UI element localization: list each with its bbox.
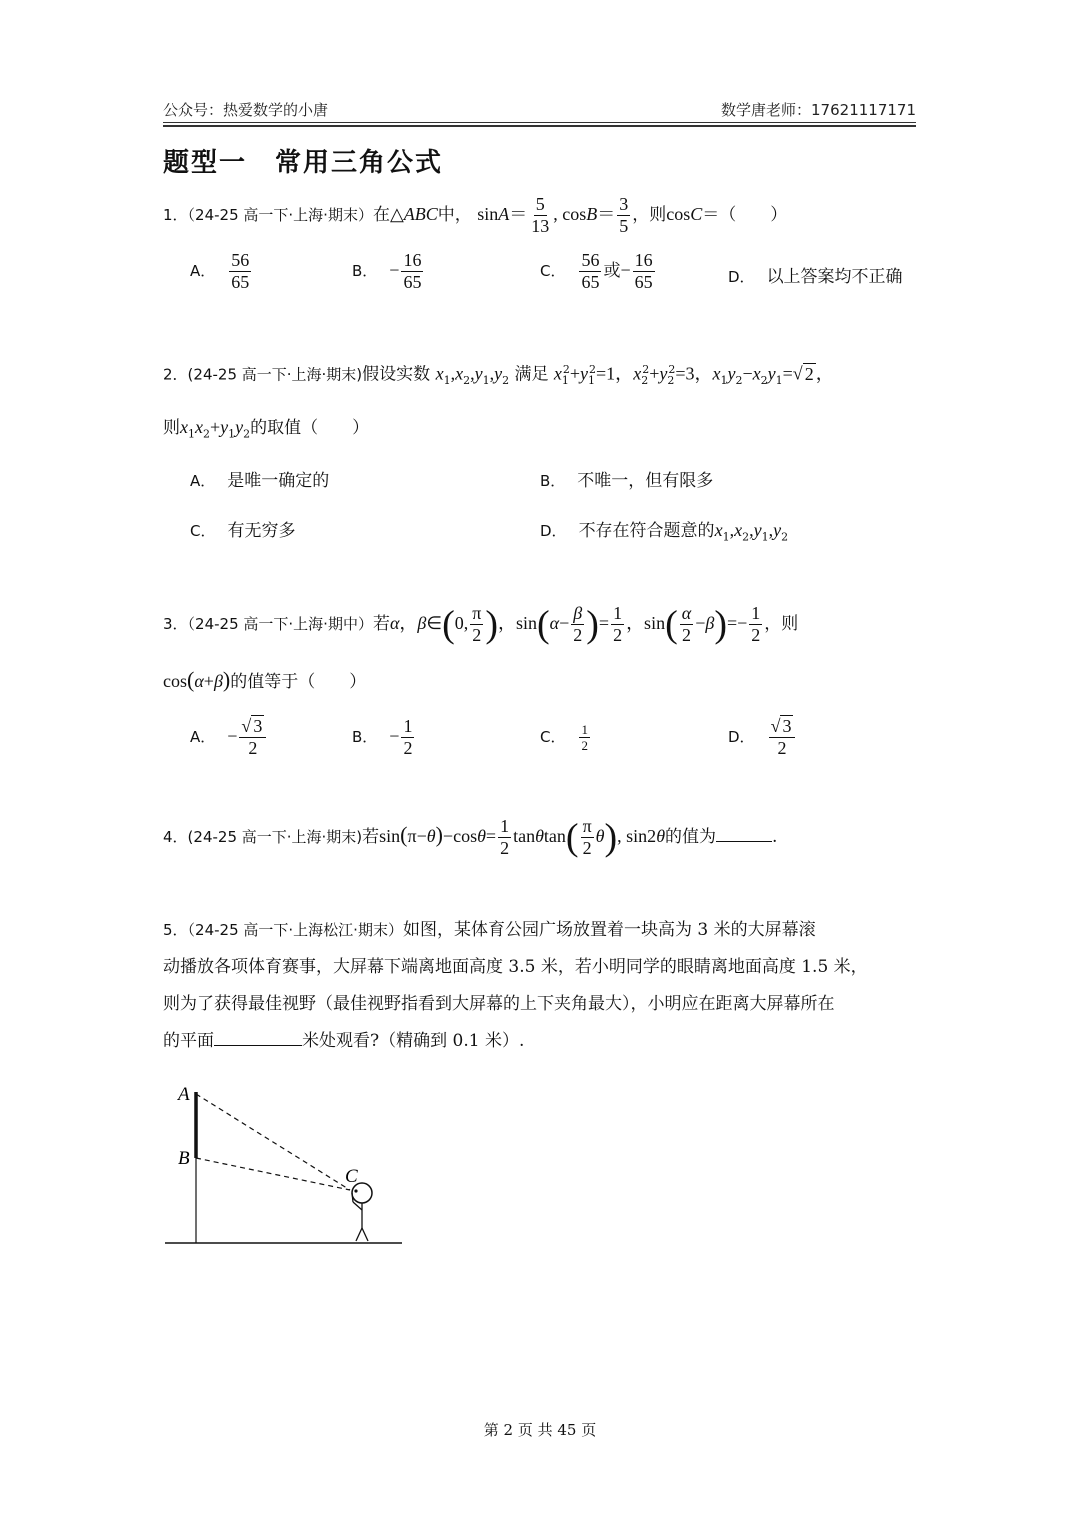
q3-option-b[interactable]: B． − $\frac{1}{2}$ (352, 716, 413, 758)
answer-blank[interactable] (214, 1027, 302, 1046)
label-a: A (178, 1084, 190, 1105)
question-2: 2．(24-25 高一下·上海·期末)假设实数 $x_1,x_2,y_1,y_2$ 满足 $x_1^2+y_1^2=1$，$x_2^2+y_2^2=3$，$x_1y_2-x_2y_1=√$ 2 ， (163, 363, 834, 388)
q2-option-b[interactable]: B． 不唯一，但有限多 (540, 471, 714, 491)
page-footer: 第 2 页 共 45 页 (483, 1421, 597, 1439)
q1-option-c[interactable]: C． $\frac{56}{65}$ 或− $\frac{16}{65}$ (540, 250, 653, 292)
q5-figure (160, 1078, 410, 1250)
q3-option-d[interactable]: D． $\frac{√ 3}{2}$ (728, 716, 797, 759)
q1-option-b[interactable]: B． − $\frac{16}{65}$ (352, 250, 422, 292)
header-right: 数学唐老师：17621117171 (721, 101, 916, 119)
header-left: 公众号：热爱数学的小唐 (163, 101, 329, 119)
section-title: 题型一 常用三角公式 (163, 148, 444, 178)
question-source: （24-25 高一下·上海·期末） (187, 206, 373, 224)
question-number: 1． (163, 206, 188, 224)
label-c: C (345, 1166, 358, 1187)
header-rule-thick (163, 125, 916, 127)
question-5: 5．（24-25 高一下·上海松江·期末）如图，某体育公园广场放置着一块高为 3 米的大屏幕滚 动播放各项体育赛事，大屏幕下端离地面高度 3.5 米，若小明同学的眼睛离地面高度 1.5 米， 则为了获得最佳视野（最佳视野指看到大屏幕的上下夹角最大），小明应在距离大屏幕所在 的平面 米处观看?（精确到 0.1 米）. (163, 920, 868, 1051)
q3-option-a[interactable]: A． − $\frac{√ 3}{2}$ (190, 716, 268, 759)
q3-option-c[interactable]: C． $\frac{1}{2}$ (540, 722, 588, 753)
label-b: B (178, 1148, 190, 1169)
q1-option-a[interactable]: A． $\frac{56}{65}$ (190, 250, 250, 292)
q2-option-d[interactable]: D． 不存在符合题意的$x_1,x_2,y_1,y_2$ (540, 520, 789, 544)
question-3-line-2: cos(α+β)的值等于（ ） (163, 667, 367, 692)
question-1: 1．（24-25 高一下·上海·期末）在△ABC中， sinA＝ $\frac{5}{13}$ , cosB＝ $\frac{3}{5}$ ，则cosC＝（ ） (163, 194, 788, 236)
question-2-line-2: 则$x_1x_2+y_1y_2$的取值（ ） (163, 417, 370, 441)
q2-option-a[interactable]: A． 是唯一确定的 (190, 471, 330, 491)
q1-option-d[interactable]: D． 以上答案均不正确 (728, 267, 903, 287)
header-rule (163, 122, 916, 123)
question-3: 3．（24-25 高一下·上海·期中）若α，β∈(0, $\frac{\pi}{2}$ )，sin(α− $\frac{\beta}{2}$ )= $\frac{1}{2}$ ，sin( $\frac{\alpha}{2}$ −β)=− $\frac{1}{2}$ ，则 (163, 603, 799, 646)
question-4: 4．(24-25 高一下·上海·期末)若sin(π−θ)−cosθ= $\frac{1}{2}$ tanθtan( $\frac{\pi}{2}$ θ), sin2θ的值为 . (163, 816, 778, 859)
q2-option-c[interactable]: C． 有无穷多 (190, 521, 296, 541)
